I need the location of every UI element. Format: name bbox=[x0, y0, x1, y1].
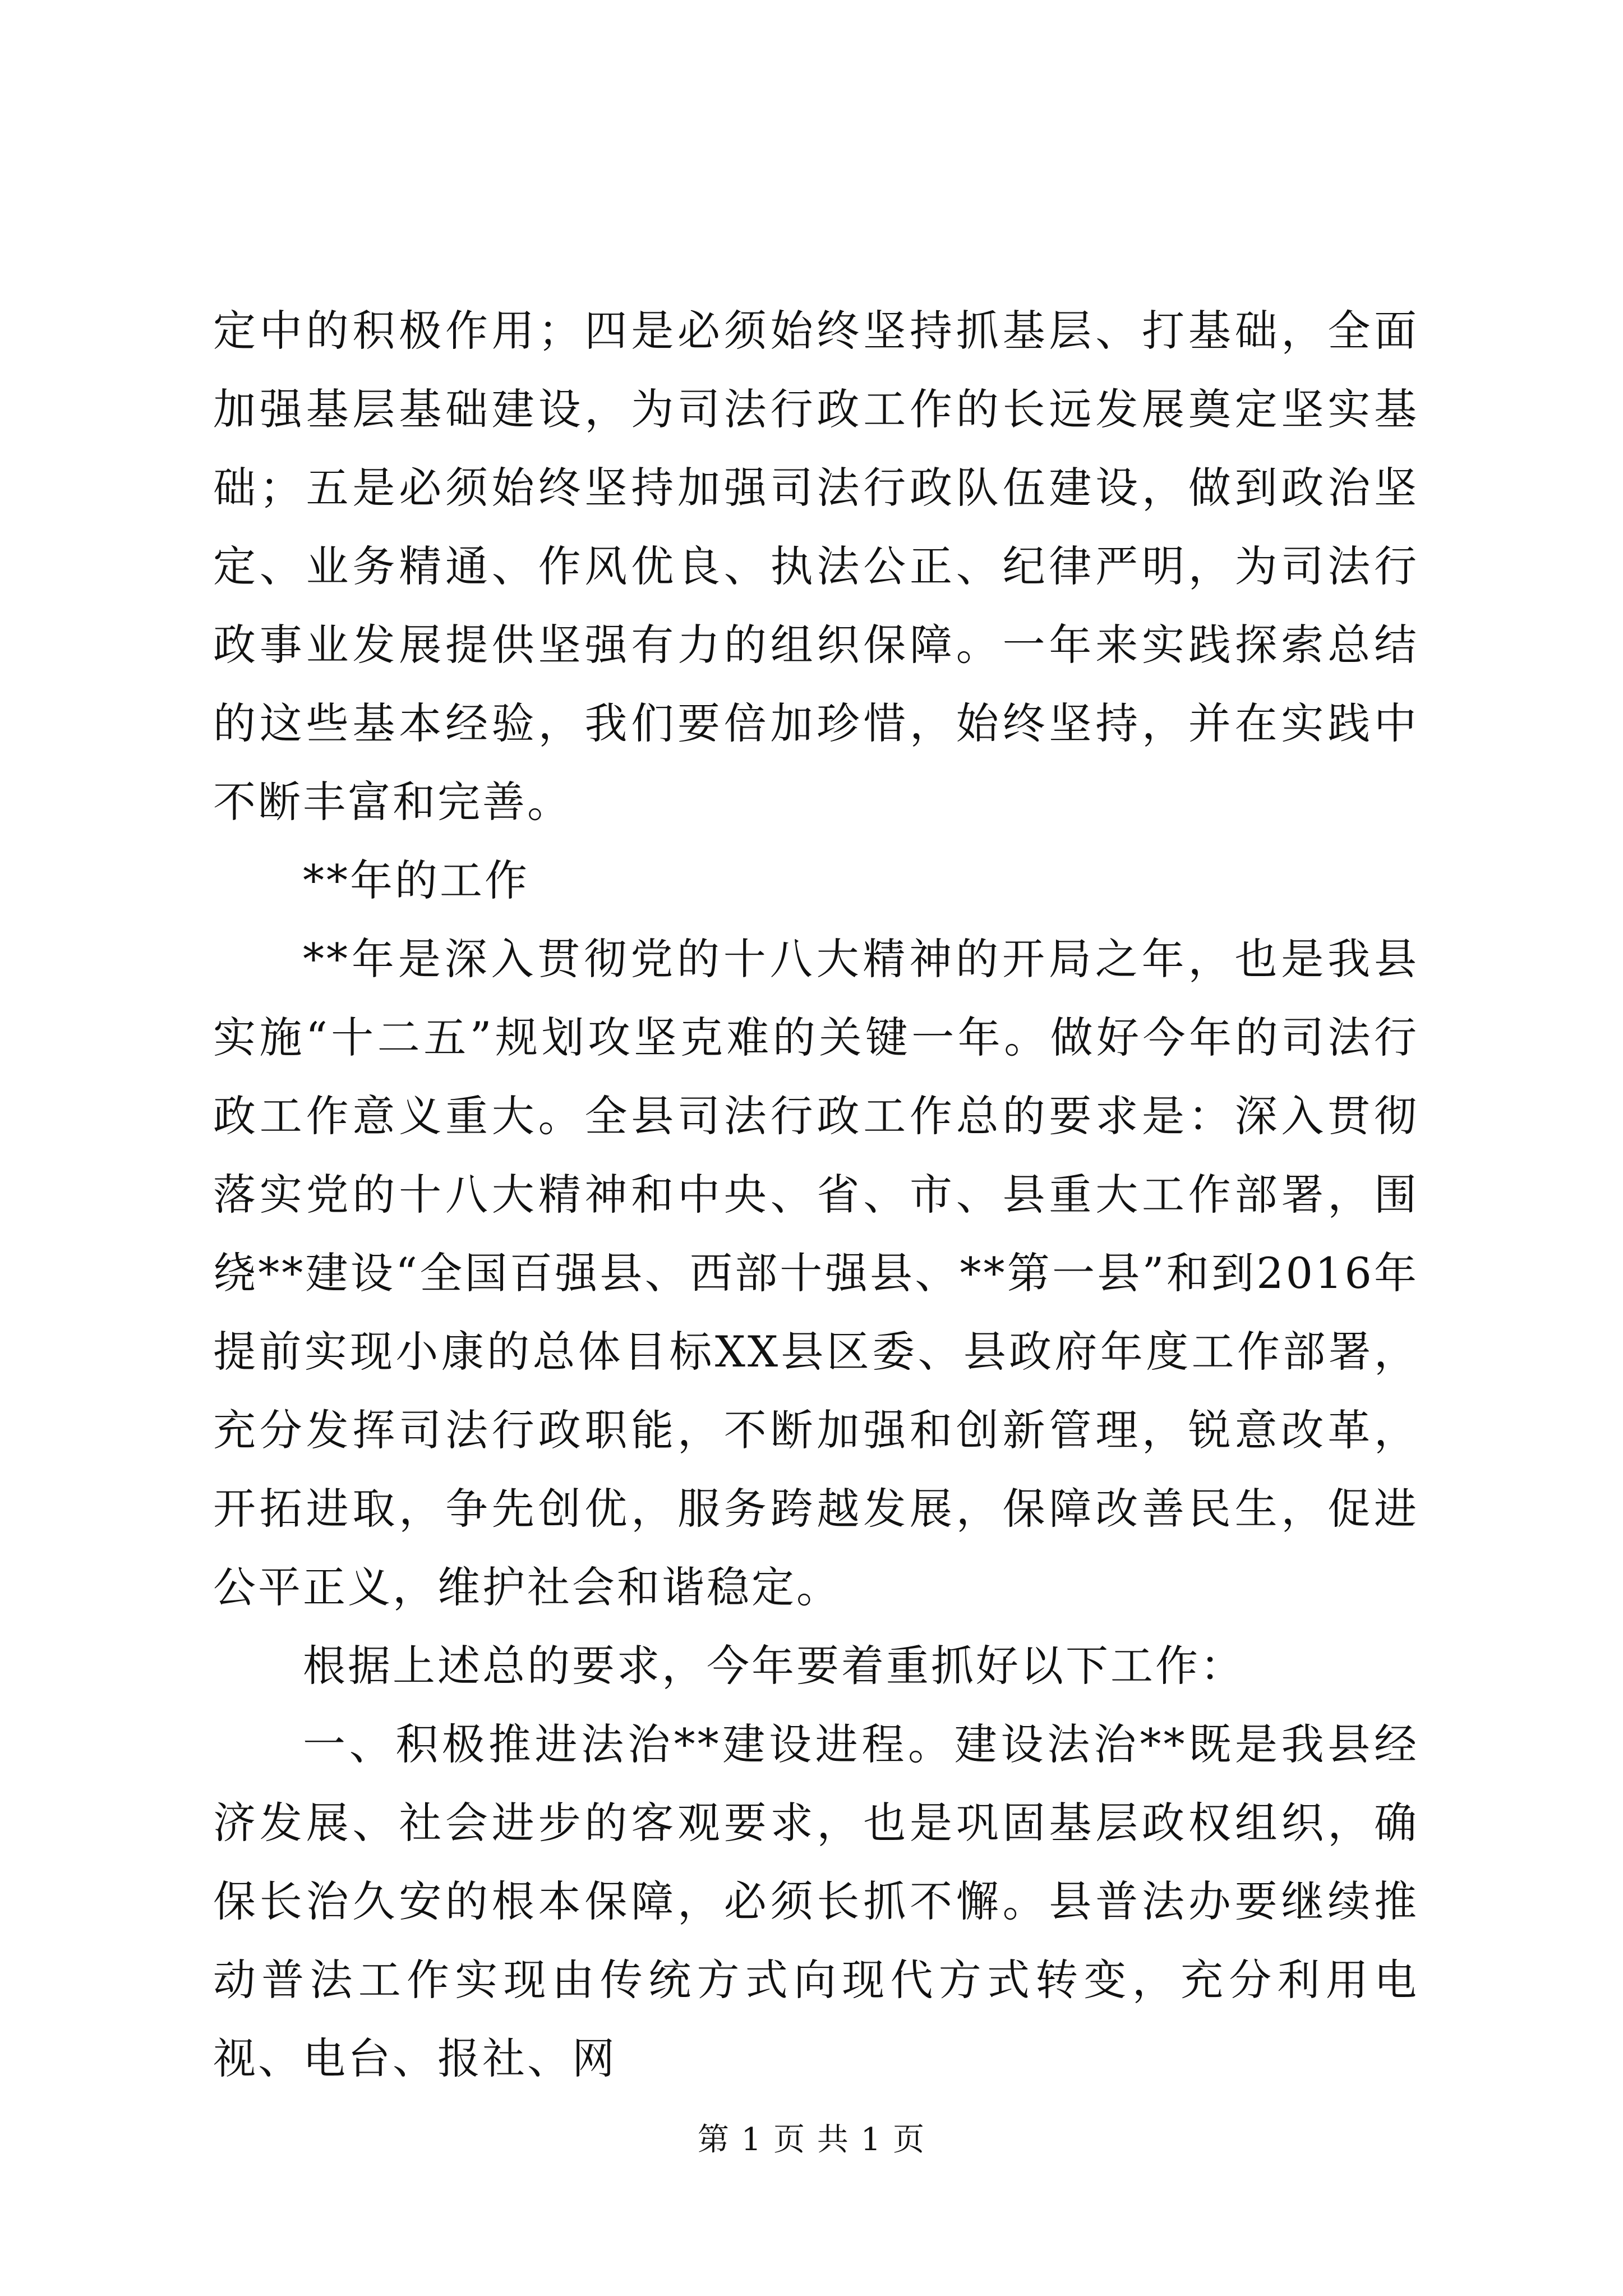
document-body bbox=[213, 292, 1419, 2098]
page-footer: 第 1 页 共 1 页 bbox=[697, 2122, 926, 2158]
paragraph-tasks-intro: 根据上述总的要求，今年要着重抓好以下工作： bbox=[303, 1641, 1245, 1691]
paragraph-continuation: 定中的积极作用；四是必须始终坚持抓基层、打基础，全面加强基层基础建设，为司法行政工作的长远发展奠定坚实基础；五是必须始终坚持加强司法行政队伍建设，做到政治坚定、业务精通、作风优良、执法公正、纪律严明，为司法行政事业发展提供坚强有力的组织保障。一年来实践探索总结的这些基本经验，我们要倍加珍惜，始终坚持，并在实践中不断丰富和完善。 bbox=[213, 306, 1419, 827]
section-heading: **年的工作 bbox=[303, 855, 529, 905]
paragraph-overview: **年是深入贯彻党的十八大精神的开局之年，也是我县实施“十二五”规划攻坚克难的关键一年。做好今年的司法行政工作意义重大。全县司法行政工作总的要求是：深入贯彻落实党的十八大精神和中央、省、市、县重大工作部署，围绕**建设“全国百强县、西部十强县、**第一县”和到2016年提前实现小康的总体目标XX县区委、县政府年度工作部署，充分发挥司法行政职能，不断加强和创新管理，锐意改革，开拓进取，争先创优，服务跨越发展，保障改善民生，促进公平正义，维护社会和谐稳定。 bbox=[213, 934, 1419, 1612]
paragraph-task-one: 一、积极推进法治**建设进程。建设法治**既是我县经济发展、社会进步的客观要求，也是巩固基层政权组织，确保长治久安的根本保障，必须长抓不懈。县普法办要继续推动普法工作实现由传统方式向现代方式转变，充分利用电视、电台、报社、网 bbox=[213, 1719, 1419, 2083]
